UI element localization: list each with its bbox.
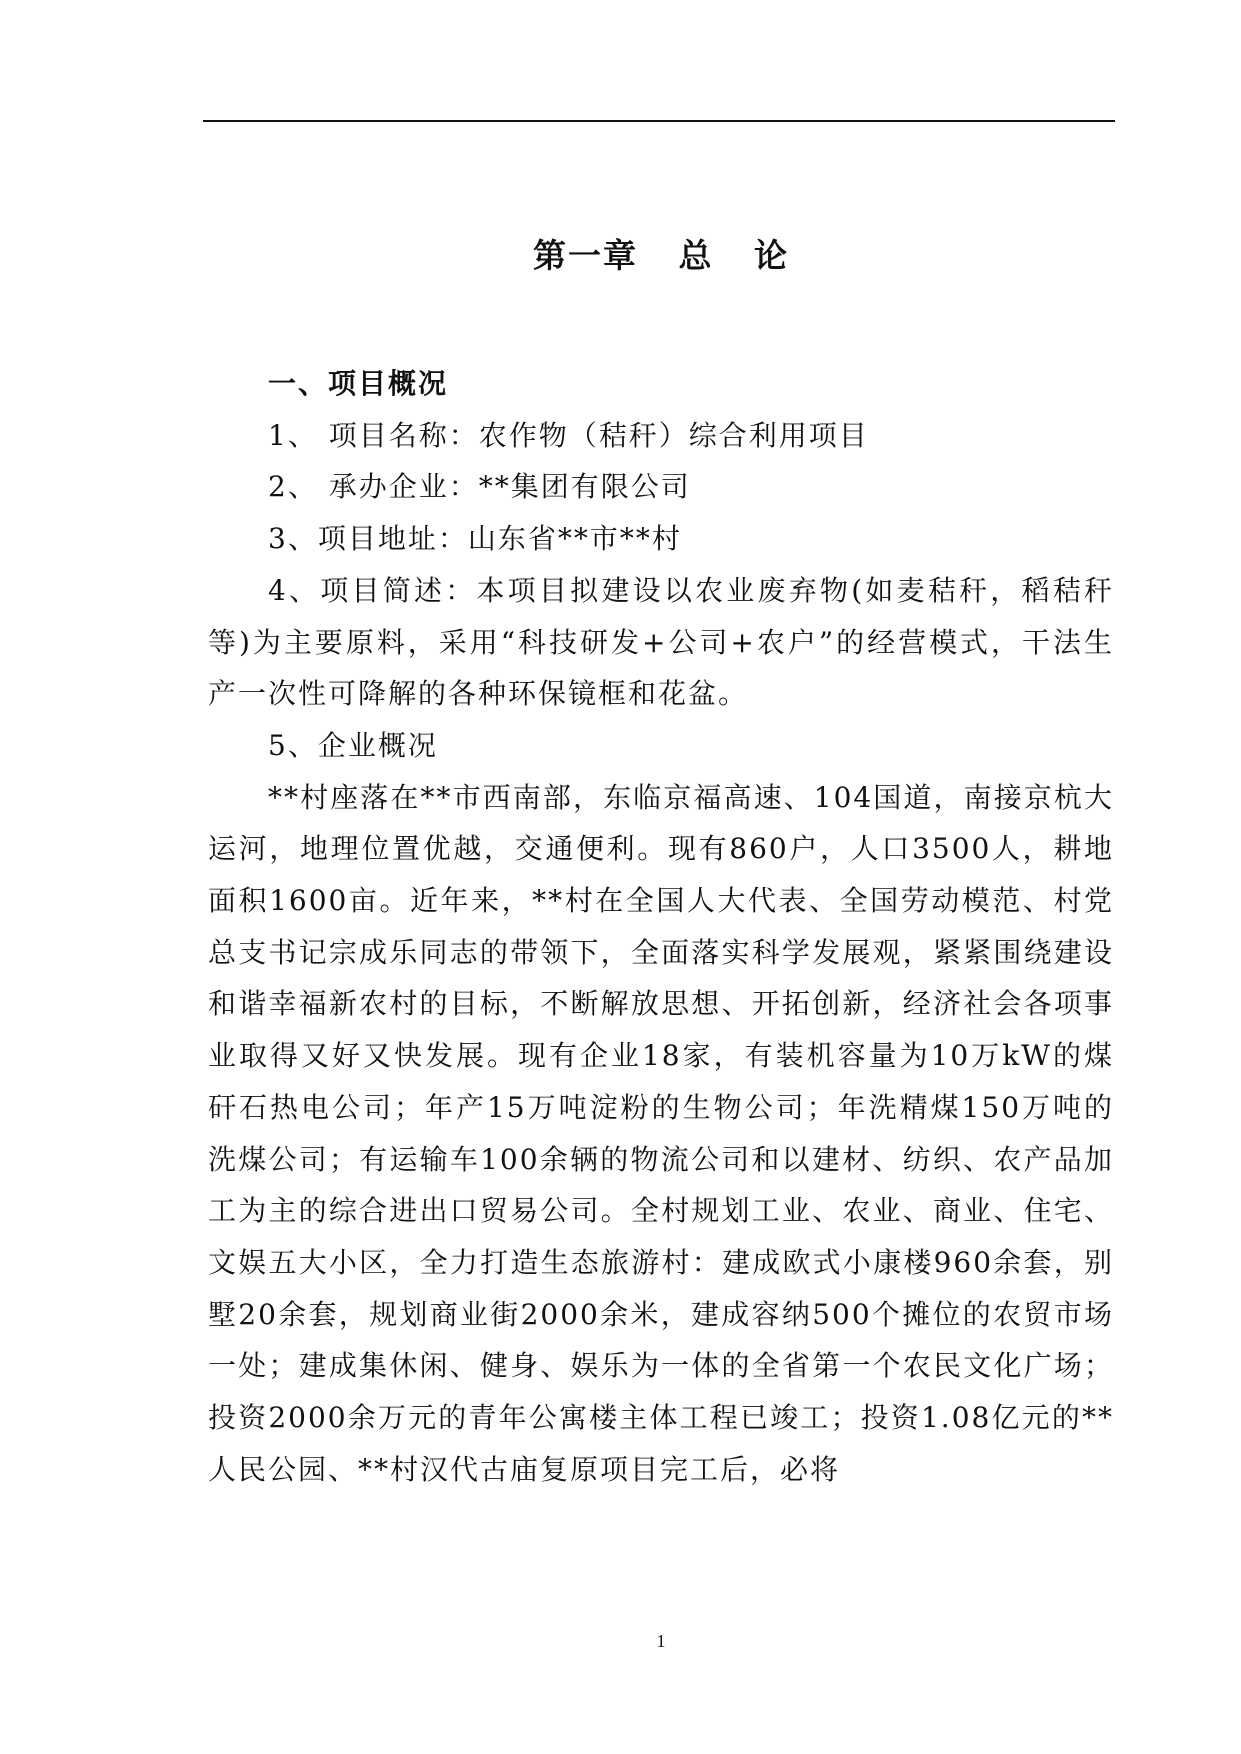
project-summary-item: 4、项目简述：本项目拟建设以农业废弃物(如麦秸秆，稻秸秆等)为主要原料，采用“科技研发+公司+农户”的经营模式，干法生产一次性可降解的各种环保镜框和花盆。 [208, 573, 1114, 711]
page-number: 1 [656, 1631, 666, 1651]
project-address-item: 3、项目地址：山东省**市**村 [268, 522, 682, 556]
company-overview-heading: 5、企业概况 [268, 728, 438, 762]
header-rule [203, 120, 1115, 122]
company-overview-paragraph: **村座落在**市西南部，东临京福高速、104国道，南接京杭大运河，地理位置优越，交通便利。现有860户，人口3500人，耕地面积1600亩。近年来，**村在全国人大代表、全国劳动模范、村党总支书记宗成乐同志的带领下，全面落实科学发展观，紧紧围绕建设和谐幸福新农村的目标，不断解放思想、开拓创新，经济社会各项事业取得又好又快发展。现有企业18家，有装机容量为10万kW的煤矸石热电公司；年产15万吨淀粉的生物公司；年洗精煤150万吨的洗煤公司；有运输车100余辆的物流公司和以建材、纺织、农产品加工为主的综合进出口贸易公司。全村规划工业、农业、商业、住宅、文娱五大小区，全力打造生态旅游村：建成欧式小康楼960余套，别墅20余套，规划商业街2000余米，建成容纳500个摊位的农贸市场一处；建成集休闲、健身、娱乐为一体的全省第一个农民文化广场；投资2000余万元的青年公寓楼主体工程已竣工；投资1.08亿元的**人民公园、**村汉代古庙复原项目完工后，必将 [208, 780, 1114, 1486]
project-name-item: 1、 项目名称：农作物（秸秆）综合利用项目 [268, 418, 869, 452]
section-heading: 一、项目概况 [268, 367, 449, 400]
host-company-item: 2、 承办企业：**集团有限公司 [268, 470, 691, 504]
chapter-title: 第一章 总 论 [533, 236, 789, 275]
document-body [208, 358, 1114, 1495]
